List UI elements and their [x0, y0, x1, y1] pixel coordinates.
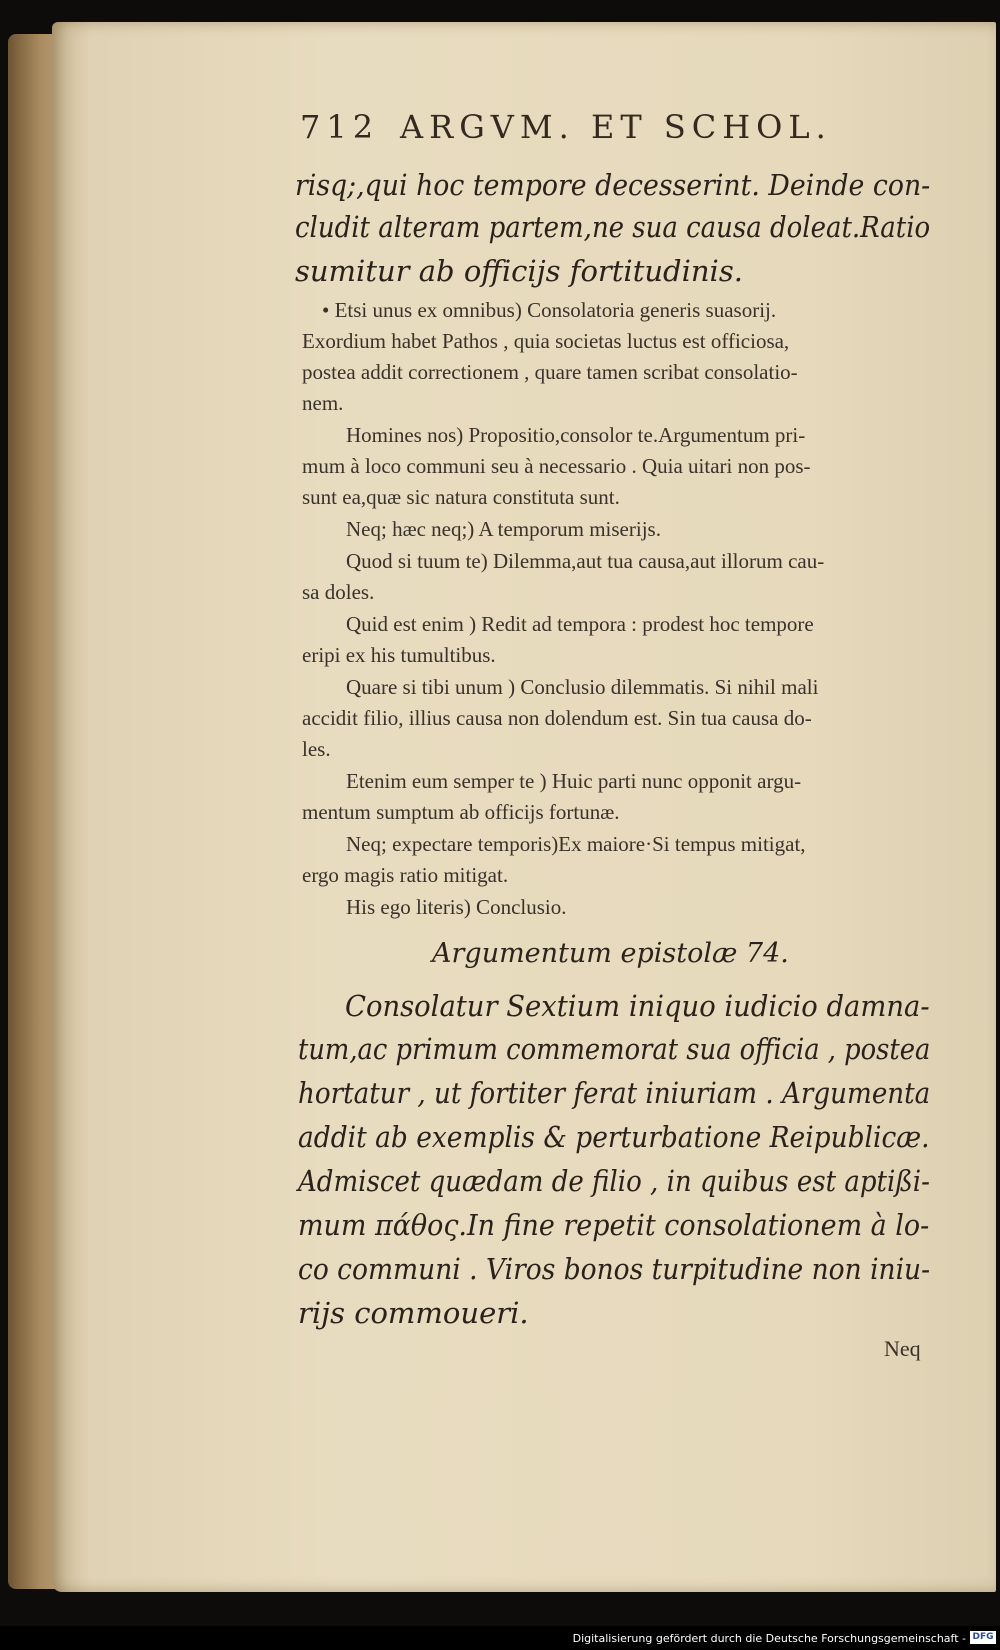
- intro-line: cludit alteram partem,ne sua causa doleat.Ratio: [295, 210, 931, 244]
- scholia-line: eripi ex his tumultibus.: [302, 643, 496, 667]
- argument-line: co communi . Viros bonos turpitudine non iniu-: [298, 1252, 931, 1286]
- scholia-line: Neq; expectare temporis)Ex maiore·Si tempus mitigat,: [346, 832, 806, 856]
- catchword: Neq: [884, 1336, 921, 1361]
- dfg-logo: DFG: [970, 1631, 996, 1644]
- footer-credit: Digitalisierung gefördert durch die Deutsche Forschungsgemeinschaft -: [572, 1632, 966, 1645]
- scholia-line: nem.: [302, 391, 344, 415]
- argument-line: Admiscet quædam de filio , in quibus est aptißi-: [298, 1164, 930, 1198]
- scholia-line: Quod si tuum te) Dilemma,aut tua causa,aut illorum cau-: [346, 549, 825, 573]
- argument-line: addit ab exemplis & perturbatione Reipublicæ.: [298, 1120, 930, 1154]
- scholia-line: les.: [302, 737, 331, 761]
- scholia-line: Homines nos) Propositio,consolor te.Argumentum pri-: [346, 423, 806, 447]
- scholia-line: sa doles.: [302, 580, 375, 604]
- scholia-line: postea addit correctionem , quare tamen scribat consolatio-: [302, 360, 798, 384]
- intro-line: risq;,qui hoc tempore decesserint. Deinde con-: [295, 168, 931, 202]
- argument-line: tum,ac primum commemorat sua officia , postea: [298, 1032, 931, 1066]
- scholia-line: His ego literis) Conclusio.: [346, 895, 567, 919]
- scholia-line: Exordium habet Pathos , quia societas luctus est officiosa,: [302, 329, 790, 353]
- scholia-line: Neq; hæc neq;) A temporum miserijs.: [346, 517, 661, 541]
- scholia-line: sunt ea,quæ sic natura constituta sunt.: [302, 485, 620, 509]
- scholia-line: Etenim eum semper te ) Huic parti nunc opponit argu-: [346, 769, 802, 793]
- running-title: ARGVM. ET SCHOL.: [400, 108, 832, 146]
- page-number: 712: [300, 108, 380, 146]
- scholia-line: ergo magis ratio mitigat.: [302, 863, 509, 887]
- scholia-line: Quid est enim ) Redit ad tempora : prodest hoc tempore: [346, 612, 814, 636]
- argument-line: hortatur , ut fortiter ferat iniuriam . Argumenta: [298, 1076, 931, 1110]
- argument-line: mum πάθος.In fine repetit consolationem à lo-: [298, 1208, 930, 1242]
- scholia-line: Quare si tibi unum ) Conclusio dilemmatis. Si nihil mali: [346, 675, 819, 699]
- scholia-line: mentum sumptum ab officijs fortunæ.: [302, 800, 620, 824]
- argument-title: Argumentum epistolæ 74.: [432, 938, 789, 969]
- argument-line: rijs commoueri.: [298, 1296, 529, 1330]
- scholia-line: mum à loco communi seu à necessario . Quia uitari non pos-: [302, 454, 811, 478]
- scholia-line: • Etsi unus ex omnibus) Consolatoria generis suasorij.: [322, 298, 777, 322]
- intro-line: sumitur ab officijs fortitudinis.: [295, 254, 743, 288]
- argument-line: Consolatur Sextium iniquo iudicio damna-: [345, 989, 930, 1023]
- scholia-line: accidit filio, illius causa non dolendum est. Sin tua causa do-: [302, 706, 812, 730]
